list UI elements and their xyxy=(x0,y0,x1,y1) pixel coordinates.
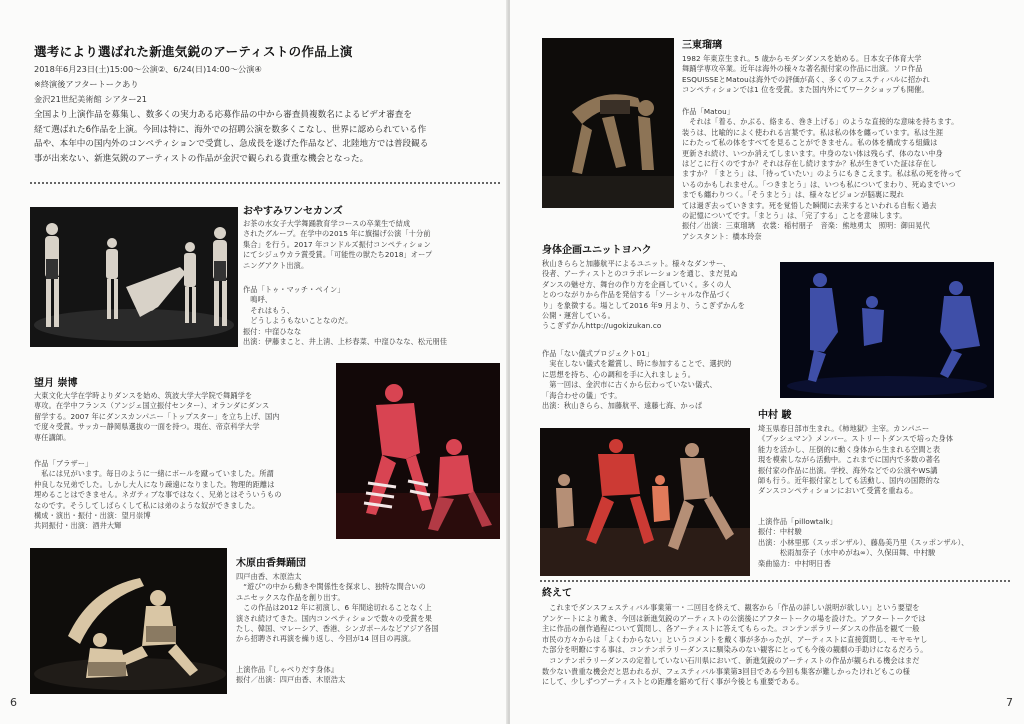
work-line: 実在しない儀式を鑑賞し、時に参加することで、選択的 xyxy=(542,359,732,369)
section-divider xyxy=(540,580,1010,582)
artist-work xyxy=(758,517,1016,569)
closing-title: 終えて xyxy=(542,588,572,599)
work-line: 第一回は、金沢市に古くから伝わっていない儀式、 xyxy=(542,380,717,390)
work-line: なのです。そうしてしばらくして私には弟のような奴ができました。 xyxy=(34,500,260,510)
closing-line: た部分を明瞭にする事は、コンテンポラリーダンスに馴染みのない観客にとっても今後の観劇の手助けになるだろう。 xyxy=(542,645,928,655)
work-line: 上演作品「pillowtalk」 xyxy=(758,517,837,526)
bio-line: 秋山きららと加藤航平によるユニット。様々なダンサー、 xyxy=(542,259,731,268)
bio-line: 《ブッシュマン》メンバー。ストリートダンスで培った身体 xyxy=(758,434,954,444)
work-line: 更新され続け、いつか消えてしまいます。中身のない体は残らず、体のない中身 xyxy=(682,148,943,158)
bio-line: うこぎずかんhttp://ugokizukan.co xyxy=(542,321,662,331)
intro-line: 品や、本年中の国内外のコンペティションで受賞し、急成長を遂げた作品など、北陸地方では普段観る xyxy=(34,139,429,149)
artist-name: 望月 崇博 xyxy=(34,378,78,389)
closing-line: 数少ない貴重な機会だと思われるが、フェスティバル事業第3回目である今回も集客が難しかったけれどもこの様 xyxy=(542,666,910,676)
bio-line: ESQUISSEとMatouは海外での評価が高く、多くのフェスティバルに招かれ xyxy=(682,74,930,84)
bio-line: 舞踊学専攻卒業。近年は海外の様々な著名振付家の作品に出演。ソロ作品 xyxy=(682,64,923,74)
artist-work xyxy=(236,665,501,686)
intro-line: 事が出来ない、新進気鋭のアーティストの作品が金沢で観られる貴重な機会となった。 xyxy=(34,153,369,164)
work-line: 構成・演出・振付・出演：望月崇博 xyxy=(34,511,151,521)
program-note: ※終演後アフタートークあり xyxy=(34,79,139,89)
artist-name: 木原由香舞踊団 xyxy=(236,558,306,569)
artist-work xyxy=(682,107,1007,242)
work-line: 作品「ない儀式プロジェクト01」 xyxy=(542,349,654,358)
work-line: 作品「ブラザー」 xyxy=(34,459,93,468)
work-line: 埋めることはできません。ネガティブな事ではなく、兄弟とはそういうもの xyxy=(34,490,282,500)
left-page xyxy=(0,0,508,724)
program-title: 選考により選ばれた新進気鋭のアーティストの作品上演 xyxy=(34,44,353,59)
bio-line: お茶の水女子大学舞踊教育学コースの卒業生で結成 xyxy=(243,219,411,228)
artist-bio xyxy=(236,572,501,645)
work-line: にわたって私の体をすべてを見ることができません。私の体を構成する組織は xyxy=(682,138,938,148)
artist-bio xyxy=(682,54,1007,96)
artist-name: 中村 駿 xyxy=(758,410,792,421)
artist-name: おやすみワンセカンズ xyxy=(243,206,343,217)
artist-photo-nakamura xyxy=(540,428,750,576)
artist-photo-mochizuki xyxy=(336,363,500,539)
closing-line: コンテンポラリーダンスの定着していない石川県において、新進気鋭のアーティストの作品が観られる機会はまだ xyxy=(542,655,920,665)
bio-line: “遊び”の中から動きや関係性を探求し、独特な間合いの xyxy=(236,582,426,592)
bio-line: 集合」を行う。2017 年コンドルズ振付コンペティション xyxy=(243,239,431,249)
closing-line: にして、少しずつアーティストとの距離を縮めて行く事が今後とも重要である。 xyxy=(542,677,804,687)
artist-bio xyxy=(542,259,782,332)
work-line: いるのかもしれません。「つきまとう」は、いつも私についてまわり、死ぬまでいつ xyxy=(682,179,956,189)
work-line: 共同振付・出演：酒井大輝 xyxy=(34,521,122,531)
bio-line: 専攻。在学中フランス（アンジェ国立振付センター）、オランダにダンス xyxy=(34,401,270,411)
closing-line: 市民の方々からは「よくわからない」というコメントを戴く事が多かったが、アーティストに直接質問し、モヤモヤし xyxy=(542,634,928,644)
artist-bio xyxy=(243,219,501,271)
page-number: 6 xyxy=(10,696,17,709)
work-line: 上演作品『しゃべりだす身体』 xyxy=(236,665,339,674)
closing-line: これまでダンスフェスティバル事業第一・二回目を終えて、観客から「作品の詳しい説明が欲しい」という要望を xyxy=(542,603,920,612)
work-line: 作品「トゥ・マッチ・ペイン」 xyxy=(243,285,345,294)
dance-photo-image xyxy=(542,38,674,208)
closing-line: 主に作品の創作過程について質問し、各アーティストに答えてもらった。コンテンポラリーダンスの作品を観て一般 xyxy=(542,624,920,634)
work-line: 装うは、比喩的によく使われる言葉です。私は私の体を纏っています。私は生涯 xyxy=(682,127,944,137)
bio-line: 1982 年東京生まれ。5 歳からモダンダンスを始める。日本女子体育大学 xyxy=(682,54,922,63)
page-number: 7 xyxy=(1006,696,1013,709)
work-line: 振付：中村駿 xyxy=(758,527,802,537)
artist-photo-yohaku xyxy=(780,262,994,398)
work-line: はどこに行くのですか？それは存在し続けますか？私が生きていた証は存在し xyxy=(682,159,938,169)
right-page xyxy=(510,0,1024,724)
bio-line: されたグループ。在学中の2015 年に旗揚げ公演「十分前 xyxy=(243,229,431,239)
artist-work xyxy=(243,285,501,347)
bio-line: 師も行う。近年振付家としても活動し、国内の国際的な xyxy=(758,476,941,486)
section-divider xyxy=(30,182,500,184)
closing-line: アンケートにより戴き、今回は新進気鋭のアーティストの公演後にアフタートークの場を設けた。アフタートークでは xyxy=(542,613,926,623)
work-line: に思想を持ち、心の調和を手に入れましょう。 xyxy=(542,369,696,379)
dance-photo-image xyxy=(780,262,994,398)
bio-line: とのつながりから作品を発信する「ソーシャルな作品づく xyxy=(542,290,732,300)
work-line: 仲良しな兄弟でした。しかし大人になり疎遠になりました。物理的距離は xyxy=(34,479,275,489)
dance-photo-image xyxy=(30,207,238,347)
program-intro xyxy=(34,108,500,166)
work-line: 出演：秋山きらら、加藤航平、遠藤七海、かっぱ xyxy=(542,401,703,411)
bio-line: 演され続けてきた。国内コンペティションで数々の受賞を果 xyxy=(236,613,433,623)
artist-work xyxy=(542,349,782,411)
bio-line: ユニセックスな作品を創り出す。 xyxy=(236,592,345,602)
work-line: 鳴呼、 xyxy=(243,295,273,305)
bio-line: ダンスの魅せ方、舞台の作り方を企画していく。多くの人 xyxy=(542,279,732,289)
bio-line: 能力を活かし、圧倒的に動く身体から生まれる空間と表 xyxy=(758,444,941,454)
intro-line: 全国より上演作品を募集し、数多くの実力ある応募作品の中から審査員複数名によるビデオ審査を xyxy=(34,110,412,120)
work-line: 振付／出演：四戸由香、木原浩太 xyxy=(236,675,346,685)
bio-line: 四戸由香、木原浩太 xyxy=(236,572,302,581)
work-line: ては過ぎ去っていきます。死を覚悟した瞬間に去来するといわれる自転く過去 xyxy=(682,200,937,210)
closing-body xyxy=(542,603,1012,688)
bio-line: 公開・運営している。 xyxy=(542,311,615,321)
bio-line: 埼玉県春日部市生まれ。《柿地獄》主宰。カンパニー xyxy=(758,424,930,433)
work-line: 作品「Matou」 xyxy=(682,107,735,116)
bio-line: 留学する。2007 年にダンスカンパニー「トップスター」を立ち上げ、国内 xyxy=(34,411,280,421)
work-line: ますか？「まとう」は、「待っていたい」のようにもきこえます。私は私の死を待って xyxy=(682,169,963,179)
work-line: 「海合わせの儀」です。 xyxy=(542,390,622,400)
dance-photo-image xyxy=(336,363,500,539)
bio-line: で度々受賞。サッカー静岡県選抜の一面を持つ。現在、帝京科学大学 xyxy=(34,422,260,432)
artist-photo-santo xyxy=(542,38,674,208)
work-line: アシスタント：橋本玲奈 xyxy=(682,231,762,241)
intro-line: 経て選ばれた6作品を上演。今回は特に、海外での招聘公演を数多くこなし、世界に認められている作 xyxy=(34,124,427,135)
bio-line: 専任講師。 xyxy=(34,432,71,442)
bio-line: 振付家の作品に出演。学校、海外などでの公演やWS講 xyxy=(758,465,938,475)
artist-bio xyxy=(758,424,1014,497)
artist-photo-kihara xyxy=(30,548,227,694)
work-line: 出演：伊藤まこと、井上淸、上杉春菜、中窪ひなな、松元朋佳 xyxy=(243,337,448,347)
bio-line: から招聘され再演を繰り返し、今回が14 回目の再演。 xyxy=(236,634,416,644)
work-line: 出演：小林里那（スッポンザル）、藤島美乃里（スッポンザル）、 xyxy=(758,537,969,547)
artist-work xyxy=(34,459,326,532)
bio-line: り」を象徴する。場として2016 年9 月より、うこぎずかんを xyxy=(542,300,746,310)
work-line: 楽曲協力：中村明日香 xyxy=(758,558,831,568)
bio-line: コンペティションでは1 位を受賞。また国内外にてワークショップも開催。 xyxy=(682,85,929,95)
bio-line: この作品は2012 年に初演し、6 年間途切れることなく上 xyxy=(236,603,432,613)
artist-photo-oyasumi xyxy=(30,207,238,347)
work-line: までも纏わりつく。「そうまとう」は、様々なビジョンが脳裏に現れ xyxy=(682,190,905,200)
artist-bio xyxy=(34,391,326,443)
work-line: どうしようもないことなのだ。 xyxy=(243,316,353,326)
program-venue: 金沢21世紀美術館 シアター21 xyxy=(34,94,147,104)
bio-line: 大東文化大学在学時よりダンスを始め、筑波大学大学院で舞踊学を xyxy=(34,391,253,400)
dance-photo-image xyxy=(540,428,750,576)
artist-name: 三東瑠璃 xyxy=(682,40,722,51)
bio-line: 現を模索しながら活動中。これまでに国内で多数の著名 xyxy=(758,455,941,465)
bio-line: 役者、アーティストとのコラボレーションを通じ、まだ見ぬ xyxy=(542,269,738,279)
artist-name: 身体企画ユニットヨハク xyxy=(542,245,652,256)
work-line: 松雨加奈子（水中めがね∞）、久保田舞、中村駿 xyxy=(758,548,936,558)
bio-line: にてシジュウカラ賞受賞。「可能性の獣たち2018」オープ xyxy=(243,250,433,260)
work-line: 私には兄がいます。毎日のように一緒にボールを蹴っていました。所謂 xyxy=(34,469,274,479)
work-line: それは「着る、かぶる、絡まる、巻き上げる」のような直接的な意味を持ちます。 xyxy=(682,117,959,127)
work-line: 振付：中窪ひなな xyxy=(243,326,302,336)
dance-photo-image xyxy=(30,548,227,694)
bio-line: ニングアクト出演。 xyxy=(243,260,309,270)
bio-line: ダンスコンペティションにおいて受賞を重ねる。 xyxy=(758,486,918,496)
work-line: 振付／出演：三東瑠璃 衣裳：稲村朋子 音楽：熊地勇太 照明：御田晃代 xyxy=(682,221,930,231)
program-date: 2018年6月23日(土)15:00～公演②、6/24(日)14:00～公演④ xyxy=(34,64,262,74)
bio-line: たし、韓国、マレーシア、香港、シンガポールなどアジア各国 xyxy=(236,624,439,634)
work-line: の記憶についてです。「まとう」は、「完了する」ことを意味します。 xyxy=(682,211,907,221)
work-line: それはもう、 xyxy=(243,305,295,315)
